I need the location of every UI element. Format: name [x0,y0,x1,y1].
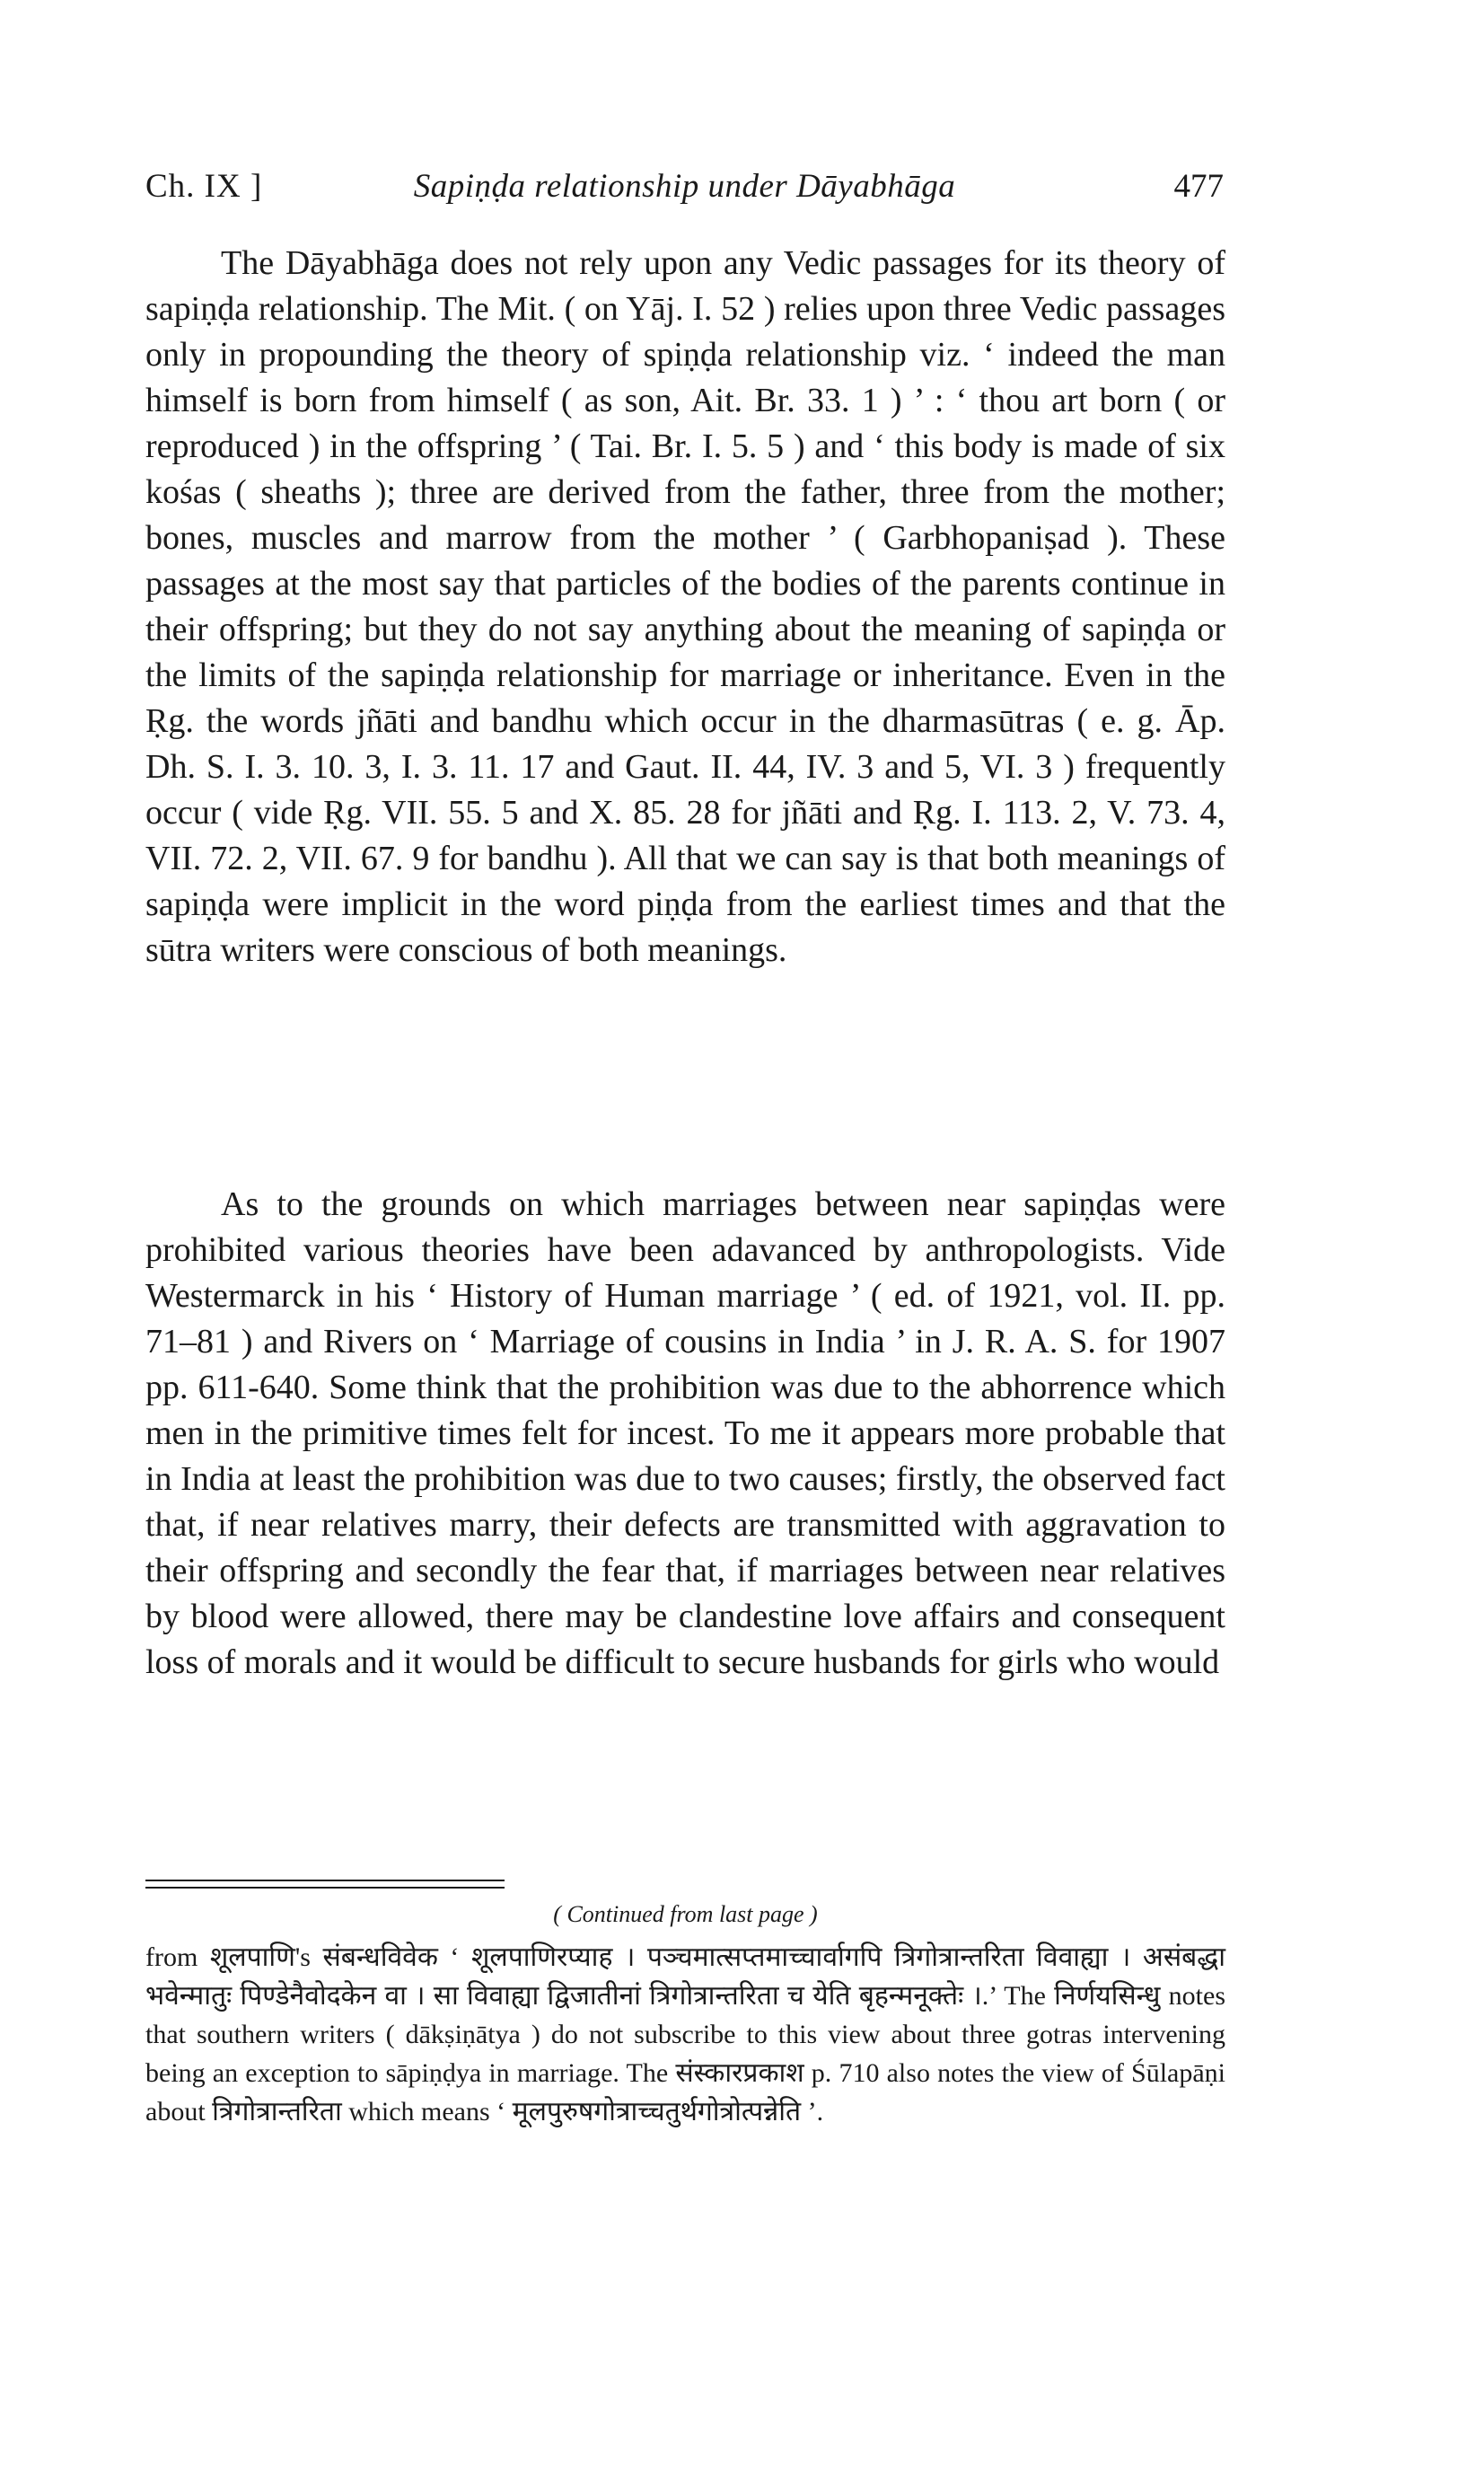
paragraph-text: As to the grounds on which marriages between near sapiṇḍas were prohibited various theories have been adavanced by anthropologists. Vide Westermarck in his ‘ History of Human marriage ’ ( ed. of 1921, vol. II. pp. 71–81 ) and Rivers on ‘ Marriage of cousins in India ’ in J. R. A. S. for 1907 pp. 611-640. Some think that the prohibition was due to the abhorrence which men in the primitive times felt for incest. To me it appears more probable that in India at least the prohibition was due to two causes; firstly, the observed fact that, if near relatives marry, their defects are transmitted with aggravation to their offspring and secondly the fear that, if marriages between near relatives by blood were allowed, there may be clandestine love affairs and consequent loss of morals and it would be difficult to secure husbands for girls who would [145,1185,1225,1681]
footnote-continued-label: ( Continued from last page ) [553,1901,818,1927]
running-title: Sapiṇḍa relationship under Dāyabhāga [413,168,956,205]
paragraph-text: The Dāyabhāga does not rely upon any Vedic passages for its theory of sapiṇḍa relationship. The Mit. ( on Yāj. I. 52 ) relies upon three Vedic passages only in propounding the theory of spiṇḍa relationship viz. ‘ indeed the man himself is born from himself ( as son, Ait. Br. 33. 1 ) ’ : ‘ thou art born ( or reproduced ) in the offspring ’ ( Tai. Br. I. 5. 5 ) and ‘ this body is made of six kośas ( sheaths ); three are derived from the father, three from the mother; bones, muscles and marrow from the mother ’ ( Garbhopaniṣad ). These passages at the most say that particles of the bodies of the parents continue in their offspring; but they do not say anything about the meaning of sapiṇḍa or the limits of the sapiṇḍa relationship for marriage or inheritance. Even in the Ṛg. the words jñāti and bandhu which occur in the dharmasūtras ( e. g. Āp. Dh. S. I. 3. 10. 3, I. 3. 11. 17 and Gaut. II. 44, IV. 3 and 5, VI. 3 ) frequently occur ( vide Ṛg. VII. 55. 5 and X. 85. 28 for jñāti and Ṛg. I. 113. 2, V. 73. 4, VII. 72. 2, VII. 67. 9 for bandhu ). All that we can say is that both meanings of sapiṇḍa were implicit in the word piṇḍa from the earliest times and that the sūtra writers were conscious of both meanings. [145,244,1225,969]
chapter-label: Ch. IX ] [145,168,263,205]
page-number: 477 [1173,168,1224,205]
footnote [145,1938,1225,2131]
paragraph-2 [145,1182,1225,1686]
running-header [145,160,1224,214]
paragraph-1 [145,241,1225,973]
footnote-text: from शूलपाणि's संबन्धविवेक ‘ शूलपाणिरप्याह । पञ्चमात्सप्तमाच्चार्वागपि त्रिगोत्रान्तरिता विवाह्या । असंबद्धा भवेन्मातुः पिण्डेनैवोदकेन वा । सा विवाह्या द्विजातीनां त्रिगोत्रान्तरिता च येति बृहन्मनूक्तेः ।.’ The निर्णयसिन्धु notes that southern writers ( dākṣiṇātya ) do not subscribe to this view about three gotras intervening being an exception to sāpiṇḍya in marriage. The संस्कारप्रकाश p. 710 also notes the view of Śūlapāṇi about त्रिगोत्रान्तरिता which means ‘ मूलपुरुषगोत्राच्चतुर्थगोत्रोत्पन्नेति ’. [145,1942,1225,2127]
footnote-divider [145,1880,505,1889]
